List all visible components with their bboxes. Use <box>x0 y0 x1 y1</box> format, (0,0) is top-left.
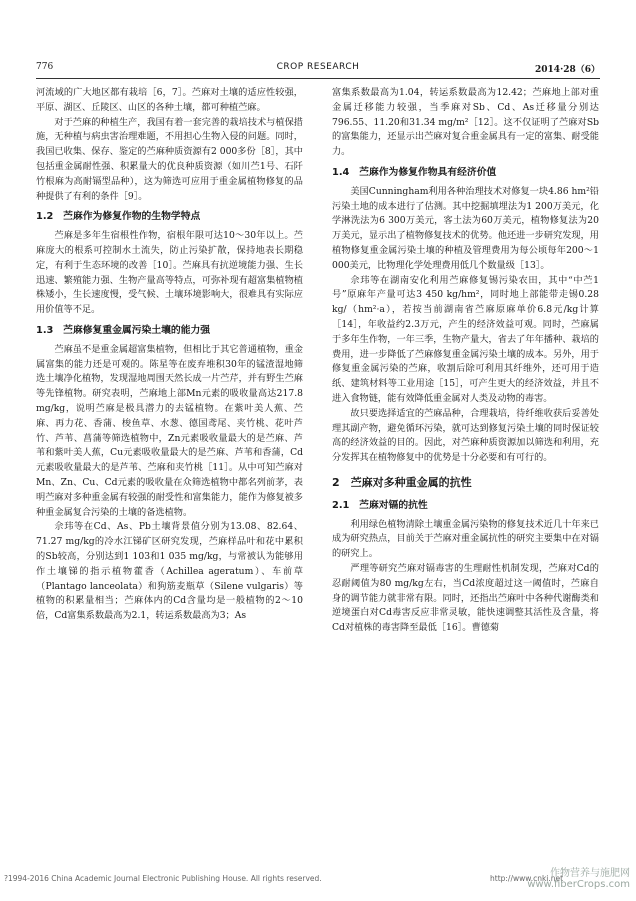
paragraph: 富集系数最高为1.04，转运系数最高为12.42；苎麻地上部对重金属迁移能力较强，当季麻对Sb、Cd、As迁移量分别达796.55、11.20和31.34 mg/m²［12］。这不仅证明了苎麻对Sb的富集能力，还显示出苎麻对复合重金属具有一定的富集、耐受能力。 <box>332 87 599 158</box>
watermark-line: 作物营养与施肥网 <box>550 868 630 879</box>
section-heading-1-4: 1.4 苎麻作为修复作物具有经济价值 <box>332 166 497 178</box>
copyright-notice: ?1994-2016 China Academic Journal Electronic Publishing House. All rights reserved. <box>4 874 322 883</box>
section-heading-2-1: 2.1 苎麻对镉的抗性 <box>332 499 428 511</box>
journal-title: CROP RESEARCH <box>276 62 360 72</box>
paragraph: 苎麻虽不是重金属超富集植物，但相比于其它普通植物，重金属富集的能力还是可观的。陈星等在废弃堆积30年的锰渣湿地筛选土壤净化植物，发现湿地周围天然长成一片苎芹，并有野生苎麻等先锋植物。研究表明，苎麻地上部Mn元素的吸收量高达217.8 mg/kg，说明苎麻是极具潜力的去锰植物。在紫叶美人蕉、苎麻、再力花、香蒲、梭鱼草、水葱、德国鸢尾、夹竹桃、花叶芦竹、芦苇、菖蒲等筛选植物中，Zn元素吸收量最大的是苎麻、芦苇和紫叶美人蕉，Cu元素吸收量最大的是苎麻、芦苇和香蒲，Cd元素吸收量最大的是芦苇、苎麻和夹竹桃［11］。从中可知苎麻对Mn、Zn、Cu、Cd元素的吸收量在众筛选植物中都名列前茅，表明苎麻对多种重金属有较强的耐受性和富集能力，能作为修复被多种重金属复合污染的土壤的备选植物。 <box>36 343 303 518</box>
watermark-line: www.fiberCrops.com <box>527 879 630 890</box>
paragraph: 佘玮等在Cd、As、Pb土壤背景值分别为13.08、82.64、71.27 mg/kg的冷水江锑矿区研究发现，苎麻样品叶和花中累积的Sb较高，分别达到1 103和1 035 mg/kg，与常被认为能够用作土壤锑的指示植物藿香（Achillea ageratum）、车前草（Plantago lanceolata）和狗筋麦瓶草（Silene vulgaris）等植物的积累量相当；苎麻体内的Cd含量均是一般植物的2～10倍，Cd富集系数最高为2.1，转运系数最高为3；As <box>36 521 303 622</box>
section-heading-2: 2 苎麻对多种重金属的抗性 <box>332 475 472 489</box>
paragraph: 苎麻是多年生宿根性作物，宿根年限可达10～30年以上。苎麻庞大的根系可控制水土流失，防止污染扩散，保持地表长期稳定，有利于生态环境的改善［10］。苎麻具有抗逆境能力强、生长迅速、繁殖能力强、生物产量高等特点，可弥补现有超富集植物植株矮小，生长速度慢，受气候、土壤环境影响大，很难具有实际应用价值等不足。 <box>36 230 303 316</box>
watermark <box>527 868 630 890</box>
running-header <box>36 60 600 76</box>
paragraph: 佘玮等在湖南安化利用苎麻修复锡污染农田，其中“中苎1号”原麻年产量可达3 450 kg/hm²，同时地上部能带走锡0.28 kg/（hm²·a），若按当前湖南省苎麻原麻单价6.8元/kg计算［14］，年收益约2.3万元，产生的经济效益可观。同时，苎麻属于多年生作物，一年三季，生物产量大，省去了年年播种、栽培的费用，进一步降低了苎麻修复重金属污染土壤的成本。另外，用于修复重金属污染的苎麻，收割后除可利用其纤维外，还可用于造纸、建筑材料等工业用途［15］，可产生更大的经济效益，并且不进入食物链，能有效降低重金属对人类及动物的毒害。 <box>332 274 599 404</box>
issue-label: 2014·28（6） <box>535 65 600 75</box>
left-column <box>36 86 303 624</box>
header-rule <box>36 78 600 79</box>
paragraph: 故只要选择适宜的苎麻品种，合理栽培，待纤维收获后妥善处理其副产物，避免循环污染，就可达到修复污染土壤的同时保证较高的经济效益的目的。因此，对苎麻种质资源加以筛选和利用，充分发挥其在植物修复中的优势是十分必要和有可行的。 <box>332 407 599 464</box>
paragraph: 严理等研究苎麻对镉毒害的生理耐性机制发现，苎麻对Cd的忍耐阈值为80 mg/kg左右，当Cd浓度超过这一阈值时，苎麻自身的调节能力就非常有限。同时，还指出苎麻叶中各种代谢酶类和逆境蛋白对Cd毒害反应非常灵敏，能快速调整其活性及含量，将Cd对植株的毒害降至最低［16］。曹德菊 <box>332 562 599 634</box>
right-column <box>332 86 599 636</box>
cnki-link[interactable]: http://www.cnki.net <box>490 874 564 883</box>
section-heading-1-3: 1.3 苎麻修复重金属污染土壤的能力强 <box>36 324 211 336</box>
page-footer <box>0 870 636 888</box>
paragraph: 对于苎麻的种植生产，我国有着一套完善的栽培技术与植保措施，无种植与病虫害治理难题，不用担心生物入侵的问题。同时，我国已收集、保存、鉴定的苎麻种质资源有2 000多份［8］，其中包括重金属耐性强、积累量大的优良种质资源（如川苎1号、石阡竹根麻为高耐镉型品种），这为筛选可应用于重金属植物修复的品种提供了有利的条件［9］。 <box>36 116 303 202</box>
page-number: 776 <box>36 62 54 72</box>
paragraph: 利用绿色植物清除土壤重金属污染物的修复技术近几十年来已成为研究热点，目前关于苎麻对重金属抗性的研究主要集中在对镉的研究上。 <box>332 518 599 560</box>
section-heading-1-2: 1.2 苎麻作为修复作物的生物学特点 <box>36 211 201 223</box>
paragraph: 河流域的广大地区都有栽培［6，7］。苎麻对土壤的适应性较强，平原、湖区、丘陵区、山区的各种土壤，都可种植苎麻。 <box>36 87 303 113</box>
paragraph: 美国Cunningham利用各种治理技术对修复一块4.86 hm²铅污染土地的成本进行了估测。其中挖掘填埋法为1 200万美元，化学淋洗法为6 300万美元，客土法为60万美元，植物修复法为20万美元，显示出了植物修复技术的优势。他还进一步研究发现，用植物修复重金属污染土壤的种植及管理费用为每公顷每年200～1 000美元，比物理化学处理费用低几个数量级［13］。 <box>332 185 599 271</box>
